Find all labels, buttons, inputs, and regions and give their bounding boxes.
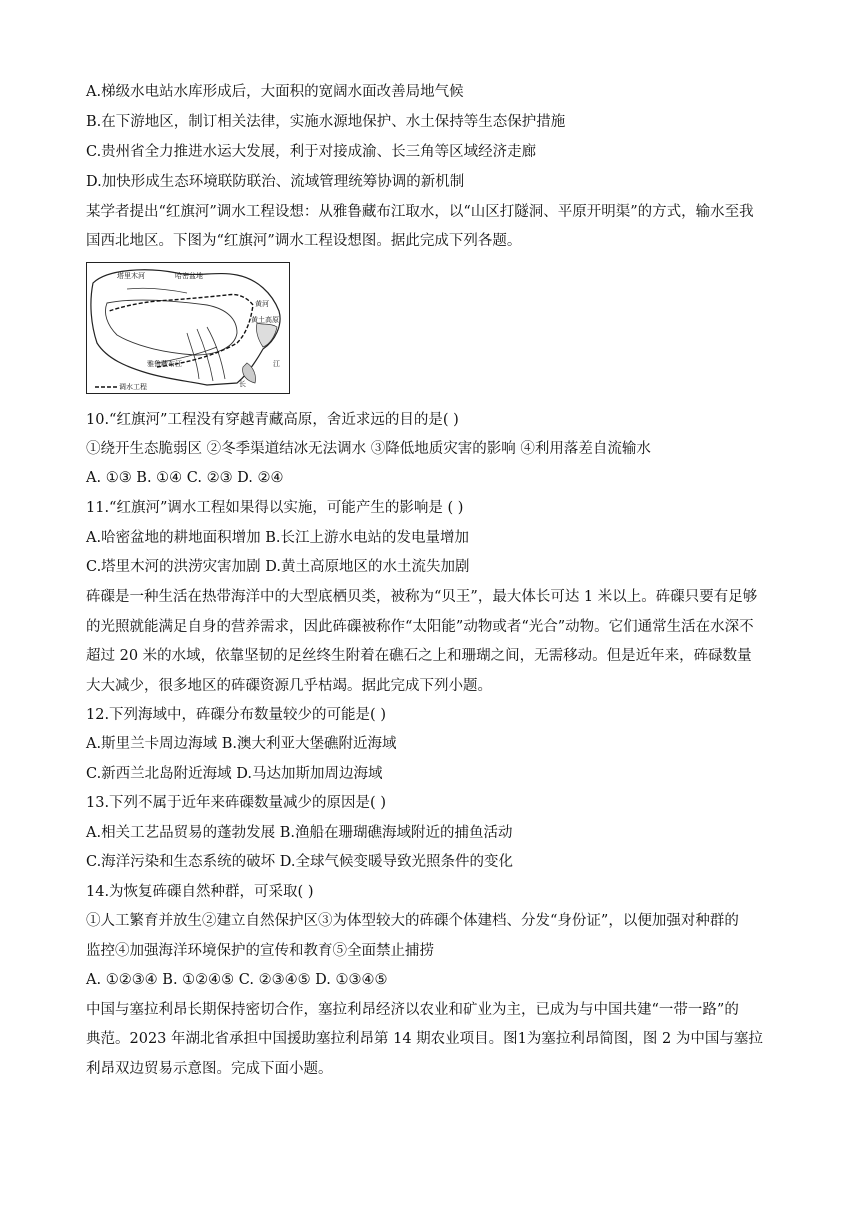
passage-line: 大大减少，很多地区的砗磲资源几乎枯竭。据此完成下列小题。 [86,678,492,694]
option-b-line: B.在下游地区，制订相关法律，实施水源地保护、水土保持等生态保护措施 [86,114,566,130]
question-14-items: ①人工繁育并放生②建立自然保护区③为体型较大的砗磲个体建档、分发“身份证”，以便加强对种群的 [86,913,739,929]
question-13: 13.下列不属于近年来砗磲数量减少的原因是( ) [86,795,386,811]
option-a-line: A.梯级水电站水库形成后，大面积的宽阔水面改善局地气候 [86,84,464,100]
map-label-hami: 哈密盆地 [175,272,203,280]
passage-line: 典范。2023 年湖北省承担中国援助塞拉利昂第 14 期农业项目。图1为塞拉利昂简图，图 2 为中国与塞拉 [86,1031,763,1047]
map-label-north: 黄河 [255,300,269,308]
map-label-tarim: 塔里木河 [117,272,145,280]
passage-line: 砗磲是一种生活在热带海洋中的大型底栖贝类，被称为“贝王”，最大体长可达 1 米以上。砗磲只要有足够 [86,589,758,605]
option-d-line: D.加快形成生态环境联防联治、流域管理统筹协调的新机制 [86,174,465,190]
question-12-choices-ab: A.斯里兰卡周边海域 B.澳大利亚大堡礁附近海域 [86,736,397,752]
intro-paragraph-line: 国西北地区。下图为“红旗河”调水工程设想图。据此完成下列各题。 [86,233,522,249]
question-10-items: ①绕开生态脆弱区 ②冬季渠道结冰无法调水 ③降低地质灾害的影响 ④利用落差自流输水 [86,441,651,457]
question-11: 11.“红旗河”调水工程如果得以实施，可能产生的影响是 ( ) [86,500,464,516]
passage-line: 的光照就能满足自身的营养需求，因此砗磲被称作“太阳能”动物或者“光合”动物。它们通常生活在水深不 [86,619,754,635]
question-12: 12.下列海域中，砗磲分布数量较少的可能是( ) [86,707,386,723]
question-10: 10.“红旗河”工程没有穿越青藏高原，舍近求远的目的是( ) [86,412,459,428]
question-11-choices-cd: C.塔里木河的洪涝灾害加剧 D.黄土高原地区的水土流失加剧 [86,559,470,575]
map-label-chang: 长 [239,380,246,388]
map-drawing [87,263,289,393]
passage-line: 超过 20 米的水域，依靠坚韧的足丝终生附着在礁石之上和珊瑚之间，无需移动。但是近年来，砗碌数量 [86,648,752,664]
question-14: 14.为恢复砗磲自然种群，可采取( ) [86,884,314,900]
map-label-loess: 黄土高原 [251,316,279,324]
map-legend: 调水工程 [119,383,147,391]
question-11-choices-ab: A.哈密盆地的耕地面积增加 B.长江上游水电站的发电量增加 [86,530,469,546]
question-13-choices-ab: A.相关工艺品贸易的蓬勃发展 B.渔船在珊瑚礁海域附近的捕鱼活动 [86,825,513,841]
map-label-jiang: 江 [273,360,280,368]
question-14-choices: A. ①②③④ B. ①②④⑤ C. ②③④⑤ D. ①③④⑤ [86,972,388,988]
question-10-choices: A. ①③ B. ①④ C. ②③ D. ②④ [86,470,284,486]
option-c-line: C.贵州省全力推进水运大发展，利于对接成渝、长三角等区域经济走廊 [86,144,537,160]
intro-paragraph-line: 某学者提出“红旗河”调水工程设想：从雅鲁藏布江取水，以“山区打隧洞、平原开明渠”的方式，输水至我 [86,204,754,220]
question-14-items: 监控④加强海洋环境保护的宣传和教育⑤全面禁止捕捞 [86,943,434,959]
map-label-yarlung: 雅鲁藏布江 [147,360,182,368]
diversion-project-map [86,262,290,394]
passage-line: 中国与塞拉利昂长期保持密切合作，塞拉利昂经济以农业和矿业为主，已成为与中国共建“一带一路”的 [86,1002,739,1018]
question-13-choices-cd: C.海洋污染和生态系统的破坏 D.全球气候变暖导致光照条件的变化 [86,854,514,870]
question-12-choices-cd: C.新西兰北岛附近海域 D.马达加斯加周边海域 [86,766,383,782]
passage-line: 利昂双边贸易示意图。完成下面小题。 [86,1061,333,1077]
